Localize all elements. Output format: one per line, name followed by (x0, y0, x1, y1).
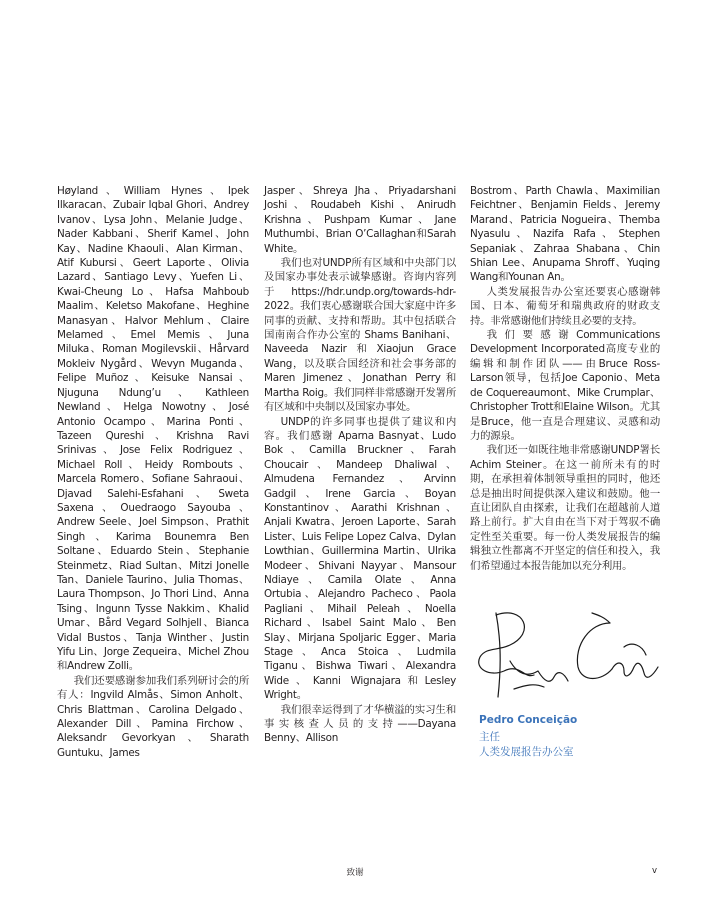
text-column-3 (470, 184, 660, 573)
paragraph: Høyland、William Hynes、Ipek Ilkaracan、Zubair Iqbal Ghori、Andrey Ivanov、Lysa John、Melanie Judge、Nader Kabbani、Sherif Kamel、John Kay、Nadine Khaouli、Alan Kirman、Atif Kubursi、Geert Laporte、Olivia Lazard、Santiago Levy、Yuefen Li、Kwai-Cheung Lo、Hafsa Mahboub Maalim、Keletso Makofane、Heghine Manasyan、Halvor Mehlum、Claire Melamed、Emel Memis、Juna Miluka、Roman Mogilevskii、Hårvard Mokleiv Nygård、Wevyn Muganda、Felipe Muñoz、Keisuke Nansai、Njuguna Ndung’u、Kathleen Newland、Helga Nowotny、José Antonio Ocampo、Marina Ponti、Tazeen Qureshi、Krishna Ravi Srinivas、Jose Felix Rodriguez、Michael Roll、Heidy Rombouts、Marcela Romero、Sofiane Sahraoui、Djavad Salehi-Esfahani、Sweta Saxena、Ouedraogo Sayouba、Andrew Seele、Joel Simpson、Prathit Singh、Karima Bounemra Ben Soltane、Eduardo Stein、Stephanie Steinmetz、Riad Sultan、Mitzi Jonelle Tan、Daniele Taurino、Julia Thomas、Laura Thompson、Jo Thori Lind、Anna Tsing、Ingunn Tysse Nakkim、Khalid Umar、Bård Vegard Solhjell、Bianca Vidal Bustos、Tanja Winther、Justin Yifu Lin、Jorge Zequeira、Michel Zhou和Andrew Zolli。 (57, 185, 249, 673)
page-number: v (652, 866, 658, 876)
paragraph: 我们要感谢Communications Development Incorporated高度专业的编辑和制作团队——由Bruce Ross-Larson领导，包括Joe Caponio、Meta de Coquereaumont、Mike Crumplar、Christopher Trott和Elaine Wilson。尤其是Bruce，他一直是合理建议、灵感和动力的源泉。 (470, 329, 660, 442)
paragraph: 我们也对UNDP所有区域和中央部门以及国家办事处表示诚挚感谢。咨询内容列于 https://hdr.undp.org/towards-hdr-2022。我们衷心感谢联合国大家庭中许多同事的贡献、支持和帮助。其中包括联合国南南合作办公室的 Shams Banihani、Naveeda Nazir和Xiaojun Grace Wang，以及联合国经济和社会事务部的Maren Jimenez、Jonathan Perry和Martha Roig。我们同样非常感谢开发署所有区域和中央制以及国家办事处。 (264, 257, 456, 414)
paragraph: 我们还一如既往地非常感谢UNDP署长Achim Steiner。在这一前所未有的时期，在承担着体制领导重担的同时，他还总是抽出时间提供深入建议和鼓励。他一直让团队自由探索，让我们在超越前人道路上前行。扩大自由在当下对于驾驭不确定性至关重要。每一份人类发展报告的编辑独立性都离不开坚定的信任和投入，我们希望通过本报告能加以充分利用。 (470, 444, 660, 572)
paragraph: 我们很幸运得到了才华横溢的实习生和事实核查人员的支持——Dayana Benny、Allison (264, 703, 456, 745)
paragraph: Jasper、Shreya Jha、Priyadarshani Joshi、Roudabeh Kishi、Anirudh Krishna、Pushpam Kumar、Jane Muthumbi、Brian O’Callaghan和Sarah White。 (264, 185, 456, 255)
paragraph: Bostrom、Parth Chawla、Maximilian Feichtner、Benjamin Fields、Jeremy Marand、Patricia Nogueira、Themba Nyasulu、Nazifa Rafa、Stephen Sepaniak、Zahraa Shabana、Chin Shian Lee、Anupama Shroff、Yuqing Wang和Younan An。 (470, 185, 660, 284)
signatory-organization: 人类发展报告办公室 (479, 746, 574, 758)
signatory-name: Pedro Conceição (479, 714, 578, 726)
footer-section-title: 致谢 (346, 868, 364, 878)
paragraph: UNDP的许多同事也提供了建议和内容。我们感谢 Aparna Basnyat、Ludo Bok、Camilla Bruckner、Farah Choucair、Mandeep Dhaliwal、Almudena Fernandez、Arvinn Gadgil、Irene Garcia、Boyan Konstantinov、Aarathi Krishnan、Anjali Kwatra、Jeroen Laporte、Sarah Lister、Luis Felipe Lopez Calva、Dylan Lowthian、Guillermina Martin、Ulrika Modeer、Shivani Nayyar、Mansour Ndiaye、Camila Olate、Anna Ortubia、Alejandro Pacheco、Paola Pagliani、Mihail Peleah、Noella Richard、Isabel Saint Malo、Ben Slay、Mirjana Spoljaric Egger、Maria Stage、Anca Stoica、Ludmila Tiganu、Bishwa Tiwari、Alexandra Wide、Kanni Wignajara和Lesley Wright。 (264, 415, 456, 702)
signatory-title: 主任 (479, 731, 500, 743)
text-column-2 (264, 184, 456, 746)
text-column-1 (57, 184, 249, 760)
paragraph: 人类发展报告办公室还要衷心感谢韩国、日本、葡萄牙和瑞典政府的财政支持。非常感谢他们持续且必要的支持。 (470, 285, 660, 327)
paragraph: 我们还要感谢参加我们系列研讨会的所有人：Ingvild Almås、Simon Anholt、Chris Blattman、Carolina Delgado、Alexander Dill、Pamina Firchow、Aleksandr Gevorkyan、Sharath Guntuku、James (57, 674, 249, 759)
handwritten-signature (474, 605, 662, 705)
